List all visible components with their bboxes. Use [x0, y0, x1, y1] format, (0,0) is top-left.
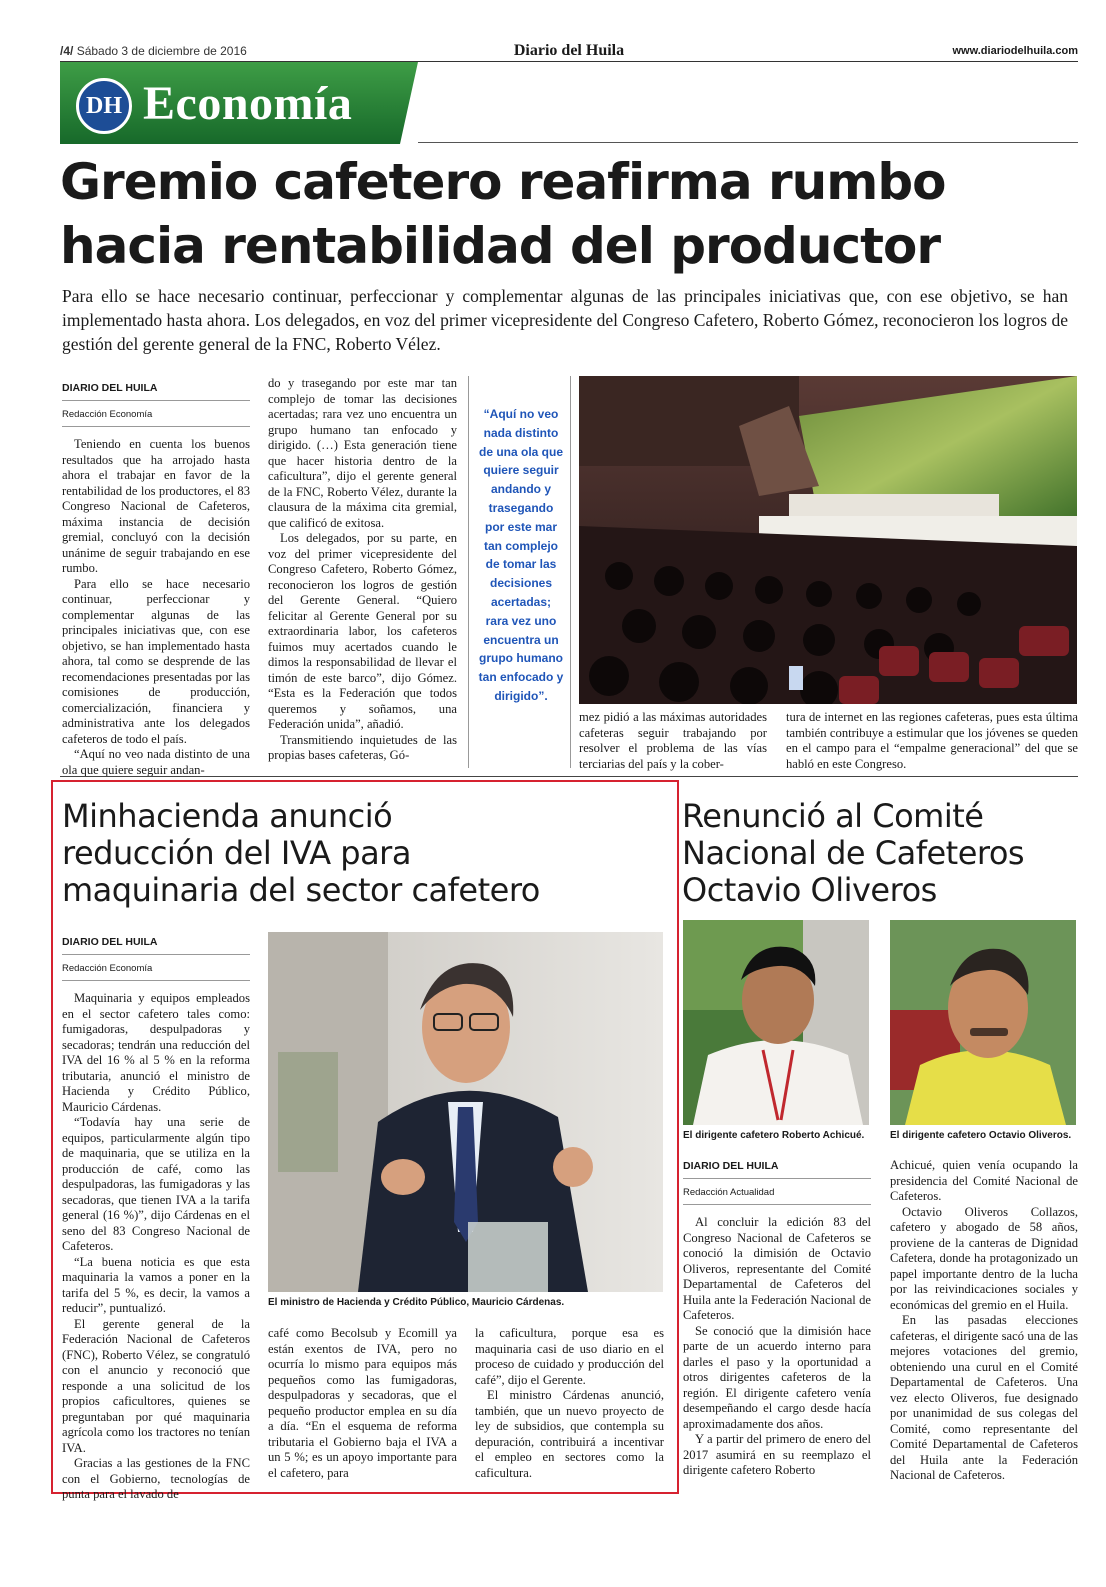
paragraph: do y trasegando por este mar tan complejo de tomar las decisiones acertadas; rara vez uno encuentra un grupo humano tan enfocado y dirigido. (…) Esta generación tiene que hacer historia dentro de la caficultura”, dijo el gerente general de la FNC, Roberto Vélez, durante la clausura de la máxima cita gremial, que calificó de exitosa.	[268, 376, 457, 530]
paragraph: Los delegados, por su parte, en voz del primer vicepresidente del Congreso Cafetero, Roberto Gómez, reconocieron los logros de gestión del Gerente General. “Quiero felicitar al Gerente General por su extraordinaria labor, los cafeteros fuimos muy acertados cuando le dimos la responsabilidad de llevar el timón de este barco”, dijo Gómez. “Esta es la Federación que todos queremos y soñamos, una Federación unida”, añadió.	[268, 531, 457, 731]
renuncio-headline-line1: Renunció al Comité	[682, 797, 984, 835]
achicue-caption: El dirigente cafetero Roberto Achicué.	[683, 1130, 865, 1141]
renuncio-headline-line2: Nacional de Cafeteros	[682, 834, 1025, 872]
paragraph: Octavio Oliveros Collazos, cafetero y abogado de 58 años, proviene de la canteras de Dignidad Cafetera, donde ha protagonizado un papel importante dentro de la lucha por las reivindicaciones sociales y económicas del gremio en el Huila.	[890, 1204, 1078, 1312]
main-article-col2	[268, 376, 457, 764]
main-headline-line2: hacia rentabilidad del productor	[60, 217, 940, 275]
oliveros-caption: El dirigente cafetero Octavio Oliveros.	[890, 1130, 1072, 1141]
byline-rule	[62, 400, 250, 401]
main-headline-line1: Gremio cafetero reafirma rumbo	[60, 153, 946, 211]
paragraph: Para ello se hace necesario continuar, perfeccionar y complementar algunas de las principales iniciativas que, con ese objetivo, se han implementado hasta ahora, tal como se desprende de las recomendaciones presentadas por las comisiones de producción, comercialización, financiera y administrativa ante los delegados cafeteros de todo el país.	[62, 576, 250, 746]
byline-rule	[683, 1178, 871, 1179]
main-desk: Redacción Economía	[62, 409, 153, 420]
main-byline: DIARIO DEL HUILA	[62, 382, 158, 394]
byline-rule	[62, 954, 250, 955]
minhacienda-byline: DIARIO DEL HUILA	[62, 936, 158, 948]
paragraph: tura de internet en las regiones cafeteras, pues esta última también contribuye a estimular que los jóvenes se queden en el campo para el “empalme generacional” del que se habló en este Congreso.	[786, 710, 1078, 771]
desk-rule	[62, 426, 250, 427]
main-lead: Para ello se hace necesario continuar, perfeccionar y complementar algunas de las principales iniciativas que, con ese objetivo, se han implementado hasta ahora. Los delegados, en voz del primer vicepresidente del Congreso Cafetero, Roberto Gómez, reconocieron los logros de gestión del gerente general de la FNC, Roberto Vélez.	[62, 286, 1068, 354]
desk-rule	[62, 980, 250, 981]
renuncio-desk: Redacción Actualidad	[683, 1187, 775, 1198]
section-rule	[418, 142, 1078, 143]
paragraph: Transmitiendo inquietudes de las propias bases cafeteras, Gó-	[268, 732, 457, 762]
main-article-col3	[579, 710, 767, 772]
renuncio-headline-line3: Octavio Oliveros	[682, 871, 937, 909]
main-headline	[60, 150, 1080, 278]
paragraph: “La buena noticia es que esta maquinaria la vamos a poner en la tarifa del 5 %, es decir, la vamos a reducir”, puntualizó.	[62, 1254, 250, 1315]
paragraph: El ministro Cárdenas anunció, también, que un nuevo proyecto de ley de subsidios, que contempla su depuración, contribuirá a incentivar el empleo en sectores como la caficultura.	[475, 1388, 664, 1480]
paragraph: la caficultura, porque esa es maquinaria casi de uso diario en el proceso de cuidado y producción del café”, dijo el Gerente.	[475, 1326, 664, 1387]
minhacienda-col1	[62, 936, 250, 1503]
minhacienda-headline-line2: reducción del IVA para	[62, 834, 411, 872]
paragraph: “Aquí no veo nada distinto de una ola que quiere seguir andan-	[62, 747, 250, 777]
minhacienda-col2	[268, 1326, 457, 1481]
newspaper-name-prefix: Diario del	[513, 42, 586, 59]
renuncio-col2	[890, 1158, 1078, 1484]
main-article-col4	[786, 710, 1078, 772]
paragraph: Y a partir del primero de enero del 2017 asumirá en su reemplazo el dirigente cafetero Roberto	[683, 1432, 871, 1477]
paragraph: Maquinaria y equipos empleados en el sector cafetero tales como: fumigadoras, despulpadoras y secadoras; tendrán una reducción del IVA del 16 % al 5 % en la reforma tributaria, anunció el ministro de Hacienda y Crédito Público, Mauricio Cárdenas.	[62, 991, 250, 1114]
paragraph: Al concluir la edición 83 del Congreso Nacional de Cafeteros se conoció la dimisión de Octavio Oliveros, representante del Comité Departamental de Cafeteros del Huila ante la Federación Nacional de Cafeteros.	[683, 1215, 871, 1322]
renuncio-headline	[682, 798, 1082, 909]
minhacienda-col3	[475, 1326, 664, 1481]
section-divider	[60, 776, 1078, 777]
minhacienda-headline-line3: maquinaria del sector cafetero	[62, 871, 540, 909]
minister-photo	[268, 932, 663, 1292]
paragraph: mez pidió a las máximas autoridades cafeteras seguir trabajando por resolver el problema de las vías terciarias del país y la cober-	[579, 710, 767, 771]
paragraph: café como Becolsub y Ecomill ya están exentos de IVA, pero no ocurría lo mismo para equipos más pequeños como las fumigadoras, despulpadoras y secadoras, que el pequeño productor emplea en su día a día. “En el esquema de reforma tributaria el Gobierno baja el IVA a un 5 %; es un apoyo importante para el cafetero, para	[268, 1326, 457, 1480]
paragraph: Gracias a las gestiones de la FNC con el Gobierno, tecnologías de punta para el lavado de	[62, 1456, 250, 1501]
desk-rule	[683, 1204, 871, 1205]
congress-photo	[579, 376, 1077, 704]
pull-quote: “Aquí no veo nada distinto de una ola que quiere seguir andando y trasegando por este mar tan complejo de tomar las decisiones acertadas; rara vez uno encuentra un grupo humano tan enfocado y dirigido”.	[478, 407, 564, 703]
minister-photo-caption: El ministro de Hacienda y Crédito Público, Mauricio Cárdenas.	[268, 1297, 565, 1308]
issue-date: Sábado 3 de diciembre de 2016	[76, 44, 247, 58]
page-number: /4/	[60, 44, 74, 58]
page-header	[60, 42, 1078, 62]
paragraph: Achicué, quien venía ocupando la presidencia del Comité Nacional de Cafeteros.	[890, 1158, 1078, 1203]
newspaper-name-bold: Huila	[585, 42, 625, 59]
minhacienda-desk: Redacción Economía	[62, 963, 153, 974]
website-url: www.diariodelhuila.com	[952, 45, 1078, 57]
paragraph: En las pasadas elecciones cafeteras, el dirigente sacó una de las mejores votaciones del gremio, obteniendo una curul en el Comité Departamental de Cafeteros. Una vez electo Oliveros, fue designado por unanimidad de sus colegas del Comité, como representante del Comité Departamental de Cafeteros del Huila ante la Federación Nacional de Cafeteros.	[890, 1313, 1078, 1482]
achicue-photo	[683, 920, 869, 1125]
paragraph: Teniendo en cuenta los buenos resultados que ha arrojado hasta ahora el trabajar en favor de la rentabilidad de los productores, el 83 Congreso Nacional de Cafeteros, máxima instancia de decisión gremial, concluyó con la decisión unánime de seguir trabajando en ese rumbo.	[62, 437, 250, 575]
column-divider	[468, 376, 469, 768]
oliveros-photo	[890, 920, 1076, 1125]
minhacienda-headline-line1: Minhacienda anunció	[62, 797, 393, 835]
minhacienda-headline	[62, 798, 672, 909]
section-title: Economía	[143, 77, 353, 130]
paragraph: Se conoció que la dimisión hace parte de un acuerdo interno para darles el paso y la oportunidad a otros dirigentes cafeteros de la región. El dirigente cafetero venía desempeñando el cargo desde hacía aproximadamente dos años.	[683, 1323, 871, 1431]
newspaper-name	[60, 42, 1078, 60]
renuncio-col1	[683, 1160, 871, 1479]
renuncio-byline: DIARIO DEL HUILA	[683, 1160, 779, 1172]
main-article-col1	[62, 382, 250, 778]
paragraph: “Todavía hay una serie de equipos, particularmente algún tipo de maquinaria, que se utiliza en la producción de café, como las despulpadoras, las fumigadoras y las secadoras, que tienen IVA a la tarifa general (16 %)”, dijo Cárdenas en el seno del 83 Congreso Nacional de Cafeteros.	[62, 1115, 250, 1253]
column-divider	[570, 376, 571, 768]
paragraph: El gerente general de la Federación Nacional de Cafeteros (FNC), Roberto Vélez, se congratuló con el anuncio y reconoció que responde a una solicitud de los propios caficultores, quienes se preguntaban por qué maquinaria agrícola como los tractores no tenían IVA.	[62, 1316, 250, 1455]
dh-logo: DH	[76, 78, 132, 134]
